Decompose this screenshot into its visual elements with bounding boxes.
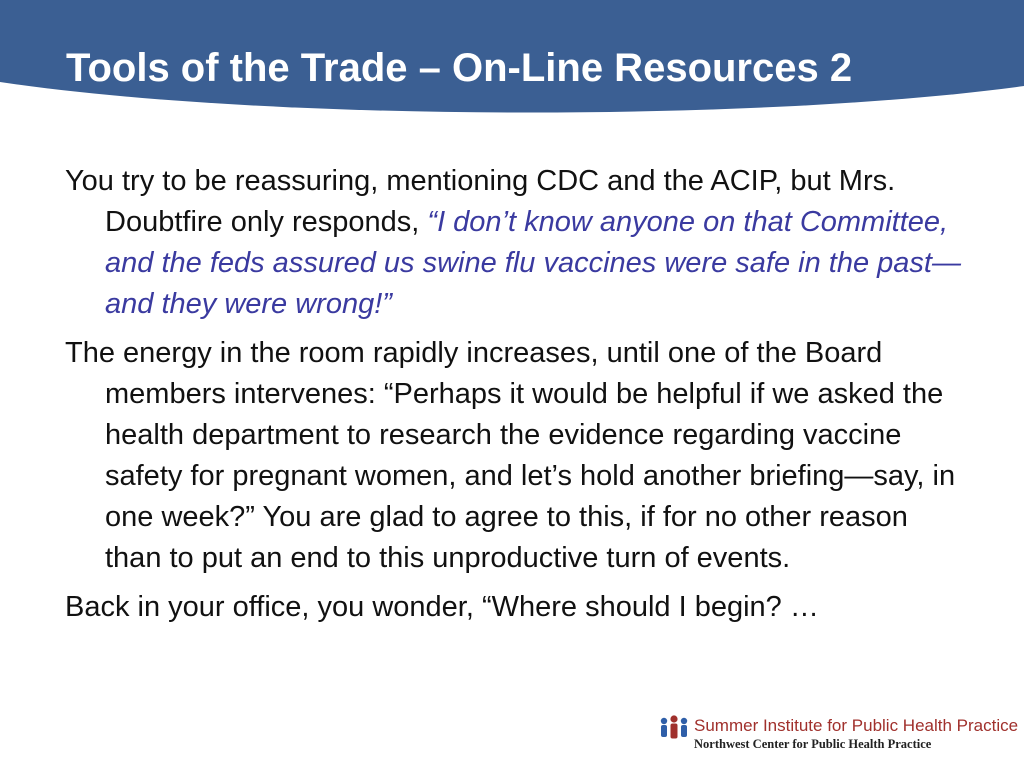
org-subtitle: Northwest Center for Public Health Practice — [694, 737, 932, 751]
paragraph-2: The energy in the room rapidly increases, until one of the Board members intervenes: “Perhaps it would be helpful if we asked the health department to research the evidence regarding vaccine safety for pregnant women, and let’s hold another briefing—say, in one week?” You are glad to agree to this, if for no other reason than to put an end to this unproductive turn of events. — [65, 337, 956, 574]
slide-body — [65, 161, 965, 636]
paragraph-1-quote: “I don’t know anyone on that Committee, and the feds assured us swine flu vaccines were safe in the past—and they were wrong!” — [105, 206, 961, 320]
title-banner — [0, 0, 1024, 116]
people-group-icon — [658, 714, 690, 746]
org-name: Summer Institute for Public Health Practice — [694, 716, 1019, 735]
paragraph-1-lead: You try to be reassuring, mentioning CDC and the ACIP, but Mrs. Doubtfire only responds, — [65, 165, 896, 238]
slide-title: Tools of the Trade – On-Line Resources 2 — [66, 46, 853, 90]
footer-logo — [658, 712, 1019, 756]
paragraph-3: Back in your office, you wonder, “Where should I begin? … — [65, 591, 819, 623]
paragraph-1 — [65, 161, 965, 325]
